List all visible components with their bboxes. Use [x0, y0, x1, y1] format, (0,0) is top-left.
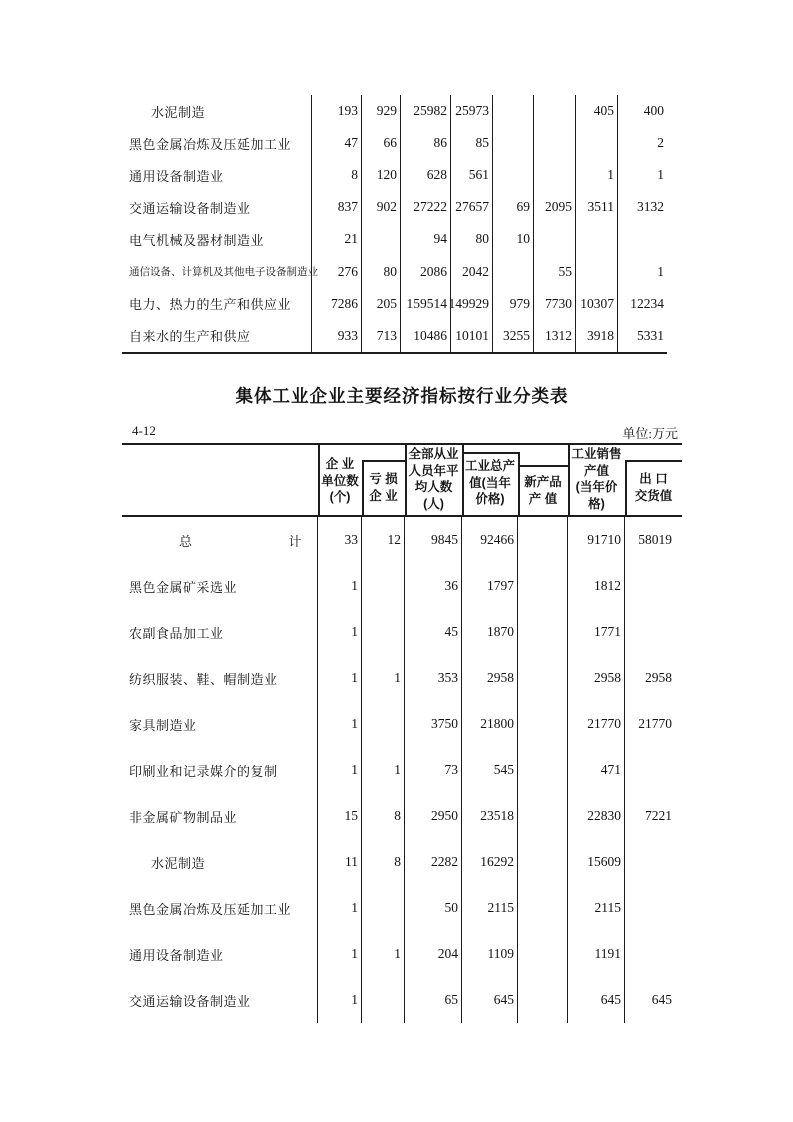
header-line: 人员年平 — [408, 463, 459, 478]
cell-value: 159514 — [401, 288, 451, 320]
cell-value: 33 — [318, 517, 362, 563]
row-label-char: 总 — [179, 533, 193, 549]
cell-value — [534, 223, 576, 255]
cell-value: 80 — [362, 255, 401, 287]
table-row — [122, 977, 682, 1023]
cell-value: 929 — [362, 95, 401, 127]
row-label: 农副食品加工业 — [122, 609, 318, 655]
cell-value — [625, 609, 682, 655]
cell-value: 10307 — [576, 288, 618, 320]
header-line: 交货值 — [634, 488, 673, 503]
column-header-export-delivery — [625, 471, 682, 504]
cell-value: 204 — [405, 931, 462, 977]
table-row — [122, 701, 682, 747]
cell-value: 5331 — [637, 327, 664, 343]
cell-value: 27657 — [451, 191, 493, 223]
column-header-gross-output — [462, 458, 518, 508]
cell-value — [493, 255, 534, 287]
cell-value: 1 — [657, 263, 664, 279]
cell-value — [362, 977, 405, 1023]
cell-value: 645 — [462, 977, 518, 1023]
header-line: 工业总产 — [464, 459, 515, 473]
cell-value: 21800 — [462, 701, 518, 747]
cell-value: 1 — [318, 609, 362, 655]
row-label: 黑色金属矿采选业 — [122, 563, 318, 609]
table-row — [122, 793, 682, 839]
header-stagger-rule — [625, 460, 682, 462]
cell-value: 400 — [643, 103, 664, 119]
cell-value: 21770 — [638, 716, 672, 731]
row-label: 通用设备制造业 — [122, 931, 318, 977]
cell-value: 45 — [405, 609, 462, 655]
row-label: 黑色金属冶炼及压延加工业 — [122, 885, 318, 931]
cell-value — [534, 95, 576, 127]
cell-value: 1771 — [568, 609, 625, 655]
cell-value: 1 — [318, 885, 362, 931]
cell-value: 47 — [312, 127, 362, 159]
cell-value: 405 — [576, 95, 618, 127]
header-stagger-rule — [462, 452, 518, 454]
table-row — [122, 288, 667, 320]
cell-value — [534, 159, 576, 191]
cell-value: 66 — [362, 127, 401, 159]
cell-value: 2115 — [462, 885, 518, 931]
cell-value: 12234 — [630, 295, 664, 311]
cell-value — [534, 127, 576, 159]
cell-value — [576, 223, 618, 255]
column-header-enterprise-units — [318, 456, 362, 506]
table-meta-row — [122, 423, 682, 442]
cell-value — [362, 701, 405, 747]
header-line: (人) — [423, 496, 444, 511]
cell-value: 2958 — [645, 670, 672, 685]
header-line: 值(当年 — [469, 475, 511, 490]
cell-value: 85 — [451, 127, 493, 159]
cell-value: 58019 — [638, 532, 672, 547]
header-line: 产值 — [583, 463, 609, 478]
cell-value: 471 — [568, 747, 625, 793]
cell-value: 1 — [318, 747, 362, 793]
table-row — [122, 517, 682, 563]
row-label-char: 计 — [288, 533, 302, 549]
header-line: 价格) — [475, 492, 505, 506]
column-header-loss-enterprises — [362, 471, 405, 504]
cell-value: 15 — [318, 793, 362, 839]
cell-value: 22830 — [568, 793, 625, 839]
cell-value — [518, 885, 568, 931]
cell-value — [362, 563, 405, 609]
cell-value: 2282 — [405, 839, 462, 885]
cell-value — [625, 931, 682, 977]
header-stagger-rule — [518, 465, 568, 467]
header-stagger-rule — [362, 460, 405, 462]
row-label: 交通运输设备制造业 — [122, 977, 318, 1023]
table-row — [122, 320, 667, 352]
cell-value: 149929 — [451, 288, 493, 320]
cell-value: 545 — [462, 747, 518, 793]
cell-value: 23518 — [462, 793, 518, 839]
row-label: 电力、热力的生产和供应业 — [122, 288, 312, 320]
cell-value: 3511 — [576, 191, 618, 223]
cell-value: 25973 — [451, 95, 493, 127]
column-header-sales-output — [568, 446, 625, 512]
row-label — [122, 517, 318, 563]
cell-value: 1 — [362, 655, 405, 701]
cell-value: 645 — [568, 977, 625, 1023]
row-label: 自来水的生产和供应 — [122, 320, 312, 352]
cell-value: 11 — [318, 839, 362, 885]
cell-value: 55 — [534, 255, 576, 287]
cell-value: 92466 — [462, 517, 518, 563]
header-line: (个) — [329, 490, 351, 504]
header-line: 格) — [588, 496, 605, 511]
row-label: 水泥制造 — [122, 839, 318, 885]
cell-value: 3750 — [405, 701, 462, 747]
cell-value: 1109 — [462, 931, 518, 977]
cell-value: 193 — [312, 95, 362, 127]
cell-value: 2958 — [568, 655, 625, 701]
cell-value: 2950 — [405, 793, 462, 839]
cell-value — [518, 931, 568, 977]
cell-value: 94 — [401, 223, 451, 255]
cell-value: 8 — [312, 159, 362, 191]
header-line: 亏 损 — [369, 472, 398, 486]
header-line: 企 业 — [325, 457, 355, 471]
cell-value: 27222 — [401, 191, 451, 223]
cell-value — [493, 95, 534, 127]
row-label: 印刷业和记录媒介的复制 — [122, 747, 318, 793]
page-title: 集体工业企业主要经济指标按行业分类表 — [235, 386, 569, 406]
cell-value: 979 — [493, 288, 534, 320]
table2-header — [122, 443, 682, 517]
table-row — [122, 127, 667, 159]
table-row — [122, 223, 667, 255]
cell-value: 2115 — [568, 885, 625, 931]
cell-value: 1812 — [568, 563, 625, 609]
header-line: 工业销售 — [571, 447, 622, 461]
cell-value: 12 — [362, 517, 405, 563]
cell-value: 933 — [312, 320, 362, 352]
cell-value: 628 — [401, 159, 451, 191]
cell-value: 1312 — [534, 320, 576, 352]
column-header-new-product-output — [518, 474, 568, 507]
cell-value — [518, 609, 568, 655]
cell-value: 15609 — [568, 839, 625, 885]
cell-value — [518, 793, 568, 839]
cell-value: 1 — [362, 747, 405, 793]
cell-value: 561 — [451, 159, 493, 191]
cell-value: 902 — [362, 191, 401, 223]
row-label: 交通运输设备制造业 — [122, 191, 312, 223]
cell-value: 10486 — [401, 320, 451, 352]
cell-value — [362, 223, 401, 255]
cell-value: 353 — [405, 655, 462, 701]
unit-label: 单位:万元 — [622, 426, 678, 441]
cell-value: 10 — [493, 223, 534, 255]
cell-value: 2086 — [401, 255, 451, 287]
cell-value — [518, 517, 568, 563]
cell-value: 21 — [312, 223, 362, 255]
cell-value: 713 — [362, 320, 401, 352]
header-line: 全部从业 — [408, 447, 459, 461]
cell-value — [518, 563, 568, 609]
cell-value: 1797 — [462, 563, 518, 609]
cell-value — [362, 609, 405, 655]
header-line: 单位数 — [321, 473, 359, 488]
cell-value — [625, 747, 682, 793]
header-line: 均人数 — [414, 480, 453, 494]
header-line: 出 口 — [639, 472, 668, 486]
table-row — [122, 95, 667, 127]
cell-value: 8 — [362, 839, 405, 885]
cell-value — [362, 885, 405, 931]
cell-value — [625, 885, 682, 931]
cell-value: 2 — [657, 135, 664, 151]
cell-value: 1 — [318, 655, 362, 701]
cell-value: 86 — [401, 127, 451, 159]
header-line: 产 值 — [528, 491, 558, 506]
cell-value: 2095 — [534, 191, 576, 223]
cell-value: 1191 — [568, 931, 625, 977]
cell-value: 1 — [318, 563, 362, 609]
cell-value: 3132 — [637, 199, 664, 215]
cell-value: 8 — [362, 793, 405, 839]
table-row — [122, 931, 682, 977]
row-label: 电气机械及器材制造业 — [122, 223, 312, 255]
cell-value: 73 — [405, 747, 462, 793]
row-label: 家具制造业 — [122, 701, 318, 747]
cell-value: 120 — [362, 159, 401, 191]
cell-value — [625, 563, 682, 609]
cell-value: 36 — [405, 563, 462, 609]
cell-value: 205 — [362, 288, 401, 320]
row-label: 通信设备、计算机及其他电子设备制造业 — [122, 255, 312, 287]
cell-value — [493, 127, 534, 159]
cell-value: 645 — [651, 992, 672, 1007]
cell-value: 1 — [657, 167, 664, 183]
cell-value — [576, 255, 618, 287]
header-line: (当年价 — [575, 480, 618, 494]
table2-body — [122, 517, 682, 1023]
table-row — [122, 255, 667, 287]
cell-value — [518, 655, 568, 701]
cell-value: 1 — [362, 931, 405, 977]
cell-value: 80 — [451, 223, 493, 255]
table-row — [122, 655, 682, 701]
table-number: 4-12 — [132, 423, 156, 438]
cell-value: 837 — [312, 191, 362, 223]
table-row — [122, 885, 682, 931]
row-label: 水泥制造 — [122, 95, 312, 127]
cell-value — [493, 159, 534, 191]
header-line: 新产品 — [524, 475, 562, 489]
cell-value: 65 — [405, 977, 462, 1023]
cell-value: 10101 — [451, 320, 493, 352]
cell-value: 2042 — [451, 255, 493, 287]
cell-value: 16292 — [462, 839, 518, 885]
table-row — [122, 191, 667, 223]
cell-value: 91710 — [568, 517, 625, 563]
cell-value: 7221 — [645, 808, 672, 823]
row-label: 通用设备制造业 — [122, 159, 312, 191]
row-label: 纺织服装、鞋、帽制造业 — [122, 655, 318, 701]
cell-value — [518, 839, 568, 885]
cell-value: 9845 — [405, 517, 462, 563]
cell-value — [576, 127, 618, 159]
cell-value: 3255 — [493, 320, 534, 352]
cell-value: 50 — [405, 885, 462, 931]
cell-value: 25982 — [401, 95, 451, 127]
table-row — [122, 747, 682, 793]
cell-value: 21770 — [568, 701, 625, 747]
table-row — [122, 563, 682, 609]
row-label: 非金属矿物制品业 — [122, 793, 318, 839]
column-header-avg-employees — [405, 446, 462, 512]
cell-value — [518, 701, 568, 747]
cell-value: 69 — [493, 191, 534, 223]
table-row — [122, 839, 682, 885]
cell-value: 1 — [318, 701, 362, 747]
cell-value: 1 — [576, 159, 618, 191]
cell-value: 1870 — [462, 609, 518, 655]
row-label: 黑色金属冶炼及压延加工业 — [122, 127, 312, 159]
header-line: 企 业 — [369, 488, 398, 503]
table1-continuation-body — [122, 95, 667, 354]
cell-value — [618, 223, 667, 255]
table-row — [122, 609, 682, 655]
cell-value: 1 — [318, 977, 362, 1023]
cell-value: 3918 — [576, 320, 618, 352]
cell-value — [518, 977, 568, 1023]
cell-value: 2958 — [462, 655, 518, 701]
cell-value — [518, 747, 568, 793]
cell-value — [625, 839, 682, 885]
cell-value: 276 — [312, 255, 362, 287]
cell-value: 7730 — [534, 288, 576, 320]
cell-value: 7286 — [312, 288, 362, 320]
table-row — [122, 159, 667, 191]
cell-value: 1 — [318, 931, 362, 977]
